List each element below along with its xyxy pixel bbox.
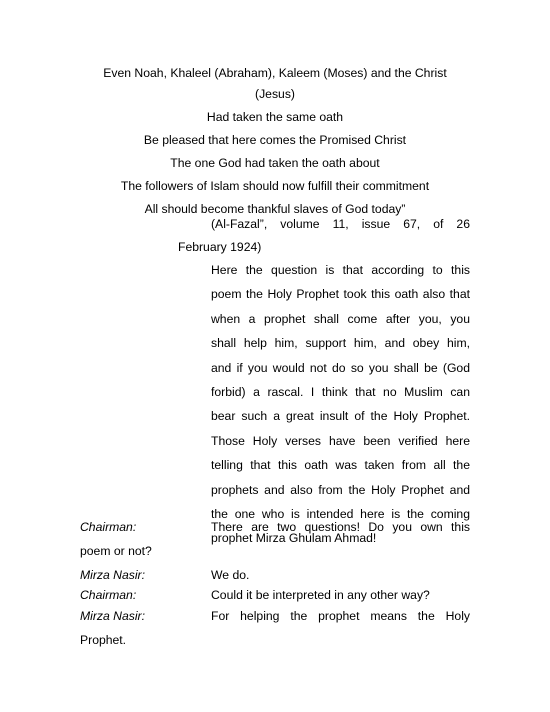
poem-line: All should become thankful slaves of God today”	[144, 202, 406, 216]
paragraph-line: prophets and also from the Holy Prophet and	[211, 482, 470, 497]
commentary-paragraph	[211, 258, 470, 551]
citation-line-2: February 1924)	[178, 240, 262, 254]
dialogue-text: We do.	[211, 568, 250, 582]
paragraph-line: Here the question is that according to this	[211, 263, 470, 277]
paragraph-line: when a prophet shall come after you, you	[211, 311, 470, 326]
dialogue-text: Could it be interpreted in any other way?	[211, 588, 430, 602]
poem-line: (Jesus)	[255, 87, 295, 101]
dialogue-entry	[80, 606, 470, 651]
paragraph-line: forbid) a rascal. I think that no Muslim can	[211, 385, 470, 400]
paragraph-line: the one who is intended here is the coming	[211, 507, 470, 522]
paragraph-line: poem the Holy Prophet took this oath also that	[211, 287, 470, 302]
speaker-name: Chairman:	[80, 588, 137, 602]
paragraph-line: telling that this oath was taken from all the	[211, 458, 470, 473]
poem-line: Had taken the same oath	[206, 110, 344, 124]
speaker-name: Mirza Nasir:	[80, 609, 146, 623]
paragraph-line: shall help him, support him, and obey him,	[211, 336, 470, 351]
paragraph-line: prophet Mirza Ghulam Ahmad!	[211, 531, 377, 546]
speaker-name: Chairman:	[80, 520, 137, 534]
dialogue-entry	[80, 517, 470, 562]
paragraph-line: bear such a great insult of the Holy Prophet.	[211, 409, 470, 424]
poem-block	[80, 63, 470, 220]
dialogue-text: There are two questions! Do you own this	[211, 520, 470, 534]
dialogue-entry	[80, 585, 470, 606]
poem-line: The one God had taken the oath about	[170, 156, 380, 170]
dialogue-continuation: poem or not?	[80, 544, 152, 558]
dialogue-entry	[80, 565, 470, 586]
paragraph-line: and if you would not do so you shall be (God	[211, 360, 470, 375]
speaker-name: Mirza Nasir:	[80, 568, 146, 582]
paragraph-line: Those Holy verses have been verified here	[211, 433, 470, 448]
poem-line: The followers of Islam should now fulfill their commitment	[120, 179, 430, 193]
citation-line-1: (Al-Fazal”, volume 11, issue 67, of 26	[211, 217, 470, 231]
poem-line: Even Noah, Khaleel (Abraham), Kaleem (Moses) and the Christ	[103, 66, 447, 80]
poem-line: Be pleased that here comes the Promised Christ	[143, 133, 407, 147]
dialogue-text: For helping the prophet means the Holy	[211, 609, 470, 623]
dialogue-continuation: Prophet.	[80, 633, 127, 647]
